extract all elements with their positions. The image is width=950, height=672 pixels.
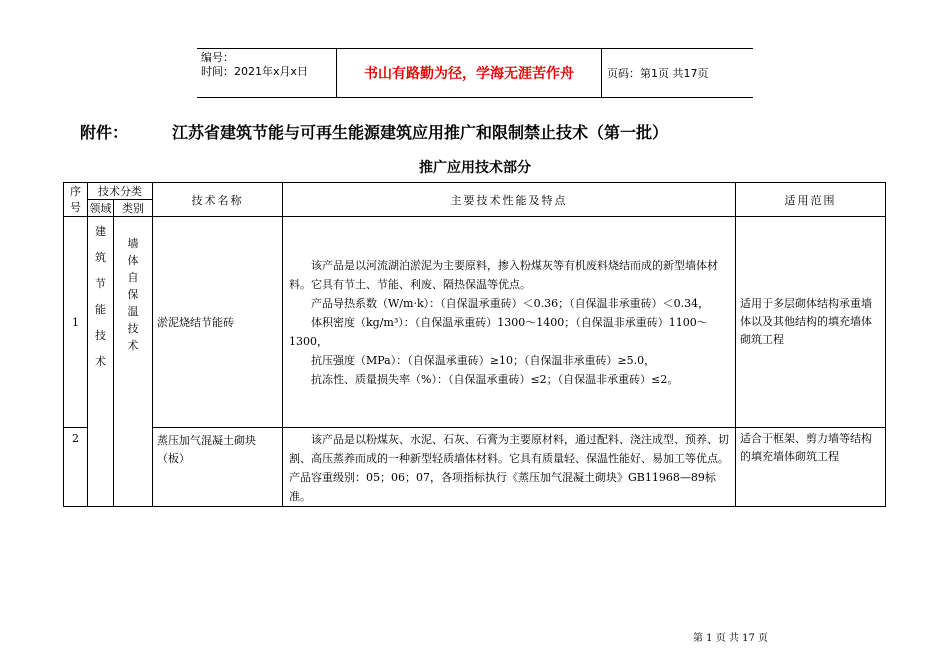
page-header — [197, 48, 753, 98]
document-subtitle: 推广应用技术部分 — [419, 160, 531, 176]
document-title-line — [80, 120, 668, 143]
time-label: 时间：2021年x月x日 — [201, 65, 309, 78]
header-scope: 适用范围 — [736, 183, 886, 217]
document-title: 江苏省建筑节能与可再生能源建筑应用推广和限制禁止技术（第一批） — [172, 123, 669, 142]
row-no: 2 — [64, 428, 88, 507]
row-no: 1 — [64, 217, 88, 428]
row-features: 该产品是以河流湖泊淤泥为主要原料，掺入粉煤灰等有机废料烧结而成的新型墙体材料。它具有节土、节能、利废、隔热保温等优点。 产品导热系数（W/m·k）：（自保温承重砖）＜0.36；（自保温非承重砖）＜0.34， 体积密度（kg/m³）：（自保温承重砖）1300～1400；（自保温非承重砖）1100～1300， 抗压强度（MPa）：（自保温承重砖）≥10；（自保温非承重砖）≥5.0， 抗冻性、质量损失率（%）：（自保温承重砖）≤2；（自保温非承重砖）≤2。 — [283, 217, 736, 428]
table-row — [64, 428, 886, 507]
header-category: 技术分类 — [88, 183, 153, 200]
attachment-label: 附件： — [80, 123, 129, 142]
row-name: 蒸压加气混凝土砌块（板） — [153, 428, 283, 507]
row-scope: 适合于框架、剪力墙等结构的填充墙体砌筑工程 — [736, 428, 886, 507]
number-label: 编号： — [201, 51, 234, 64]
header-type: 类别 — [114, 200, 153, 217]
technology-table — [63, 182, 886, 507]
page-footer: 第 1 页 共 17 页 — [693, 633, 768, 644]
row-name: 淤泥烧结节能砖 — [153, 217, 283, 428]
header-features: 主要技术性能及特点 — [283, 183, 736, 217]
header-page-info: 页码：第1页 共17页 — [607, 67, 709, 80]
header-meta — [197, 49, 337, 97]
row-features: 该产品是以粉煤灰、水泥、石灰、石膏为主要原材料，通过配料、浇注成型、预养、切割、高压蒸养而成的一种新型轻质墙体材料。它具有质量轻、保温性能好、易加工等优点。产品容重级别：05；06；07，各项指标执行《蒸压加气混凝土砌块》GB11968—89标准。 — [283, 428, 736, 507]
header-motto: 书山有路勤为径，学海无涯苦作舟 — [337, 49, 602, 97]
domain-cell: 建 筑 节 能 技 术 — [88, 217, 114, 507]
row-scope: 适用于多层砌体结构承重墙体以及其他结构的填充墙体砌筑工程 — [736, 217, 886, 428]
header-name: 技术名称 — [153, 183, 283, 217]
table-row — [64, 217, 886, 428]
header-no: 序 号 — [64, 183, 88, 217]
header-domain: 领域 — [88, 200, 114, 217]
type-cell: 墙 体 自 保 温 技 术 — [114, 217, 153, 507]
